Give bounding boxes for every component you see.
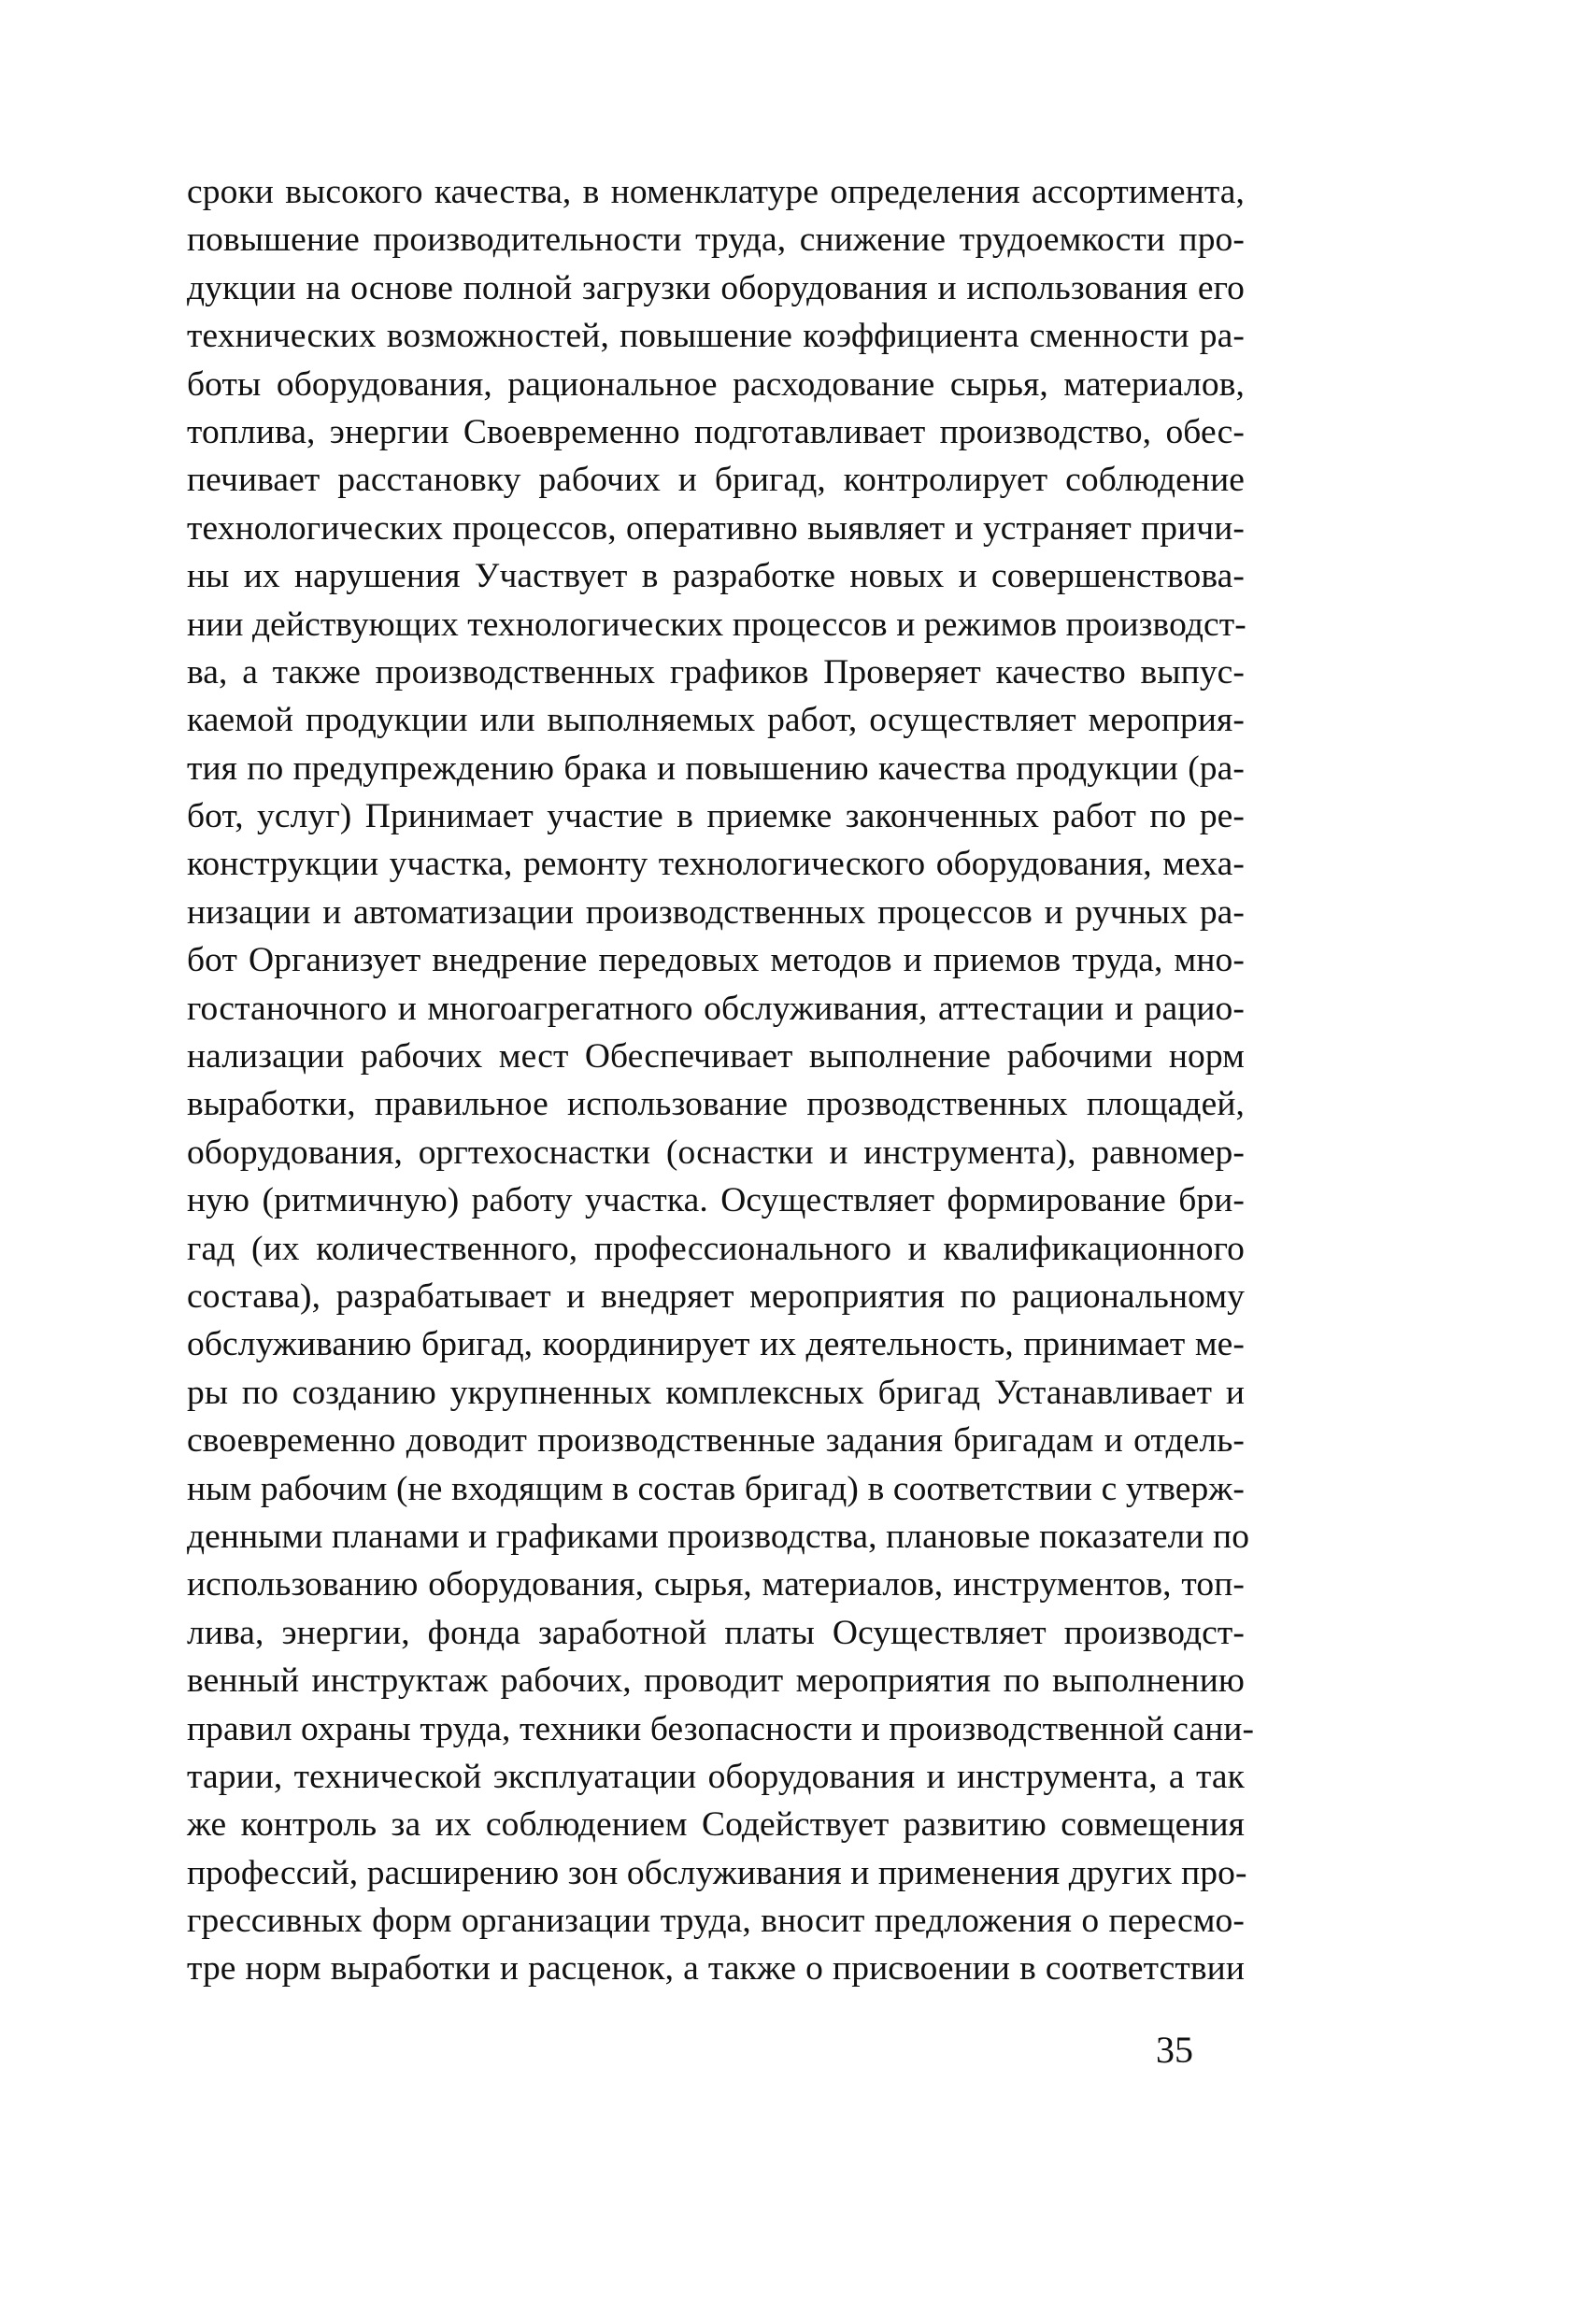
page-number: 35 xyxy=(1156,2029,1193,2071)
text-line: лива, энергии, фонда заработной платы Осуществляет производст- xyxy=(187,1613,1245,1652)
text-line: состава), разрабатывает и внедряет мероприятия по рациональному xyxy=(187,1276,1245,1316)
text-line: технических возможностей, повышение коэффициента сменности ра- xyxy=(187,317,1245,356)
text-line: каемой продукции или выполняемых работ, осуществляет мероприя- xyxy=(187,701,1245,740)
text-line: ную (ритмичную) работу участка. Осуществляет формирование бри- xyxy=(187,1181,1245,1220)
text-line: тре норм выработки и расценок, а также о присвоении в соответствии xyxy=(187,1949,1245,1989)
text-line: выработки, правильное использование прозводственных площадей, xyxy=(187,1085,1245,1124)
text-line: боты оборудования, рациональное расходование сырья, материалов, xyxy=(187,364,1245,404)
text-line: ны их нарушения Участвует в разработке новых и совершенствова- xyxy=(187,557,1245,596)
text-line: гад (их количественного, профессионального и квалификационного xyxy=(187,1229,1245,1268)
text-line: нии действующих технологических процессов и режимов производст- xyxy=(187,605,1246,644)
text-line: тарии, технической эксплуатации оборудования и инструмента, а так xyxy=(187,1757,1245,1796)
text-line: дукции на основе полной загрузки оборудования и использования его xyxy=(187,268,1245,307)
text-line: низации и автоматизации производственных процессов и ручных ра- xyxy=(187,892,1245,932)
text-line: тия по предупреждению брака и повышению качества продукции (ра- xyxy=(187,749,1245,788)
text-line: грессивных форм организации труда, вносит предложения о пересмо- xyxy=(187,1902,1245,1941)
text-line: ным рабочим (не входящим в состав бригад) в соответствии с утверж- xyxy=(187,1469,1245,1508)
text-line: же контроль за их соблюдением Содействует развитию совмещения xyxy=(187,1805,1245,1845)
text-line: конструкции участка, ремонту технологического оборудования, меха- xyxy=(187,845,1245,884)
text-line: сроки высокого качества, в номенклатуре определения ассортимента, xyxy=(187,173,1245,211)
text-line: своевременно доводит производственные задания бригадам и отдель- xyxy=(187,1421,1245,1461)
text-line: топлива, энергии Своевременно подготавливает производство, обес- xyxy=(187,412,1245,451)
text-line: профессий, расширению зон обслуживания и применения других про- xyxy=(187,1853,1247,1892)
text-line: венный инструктаж рабочих, проводит мероприятия по выполнению xyxy=(187,1661,1245,1701)
text-line: использованию оборудования, сырья, материалов, инструментов, топ- xyxy=(187,1565,1245,1604)
body-text xyxy=(187,168,1255,1993)
text-line: гостаночного и многоагрегатного обслуживания, аттестации и рацио- xyxy=(187,989,1245,1028)
text-line: повышение производительности труда, снижение трудоемкости про- xyxy=(187,221,1245,260)
text-line: бот Организует внедрение передовых методов и приемов труда, мно- xyxy=(187,941,1245,980)
text-line: денными планами и графиками производства, плановые показатели по xyxy=(187,1517,1250,1556)
text-line: оборудования, оргтехоснастки (оснастки и инструмента), равномер- xyxy=(187,1133,1245,1172)
text-line: правил охраны труда, техники безопасности и производственной сани- xyxy=(187,1709,1255,1748)
text-line: бот, услуг) Принимает участие в приемке законченных работ по ре- xyxy=(187,797,1245,836)
text-line: обслуживанию бригад, координирует их деятельность, принимает ме- xyxy=(187,1325,1245,1364)
text-line: печивает расстановку рабочих и бригад, контролирует соблюдение xyxy=(187,461,1245,500)
text-line: ва, а также производственных графиков Проверяет качество выпус- xyxy=(187,652,1245,691)
text-line: ры по созданию укрупненных комплексных бригад Устанавливает и xyxy=(187,1373,1245,1412)
text-line: нализации рабочих мест Обеспечивает выполнение рабочими норм xyxy=(187,1037,1245,1076)
text-line: технологических процессов, оперативно выявляет и устраняет причи- xyxy=(187,508,1245,548)
